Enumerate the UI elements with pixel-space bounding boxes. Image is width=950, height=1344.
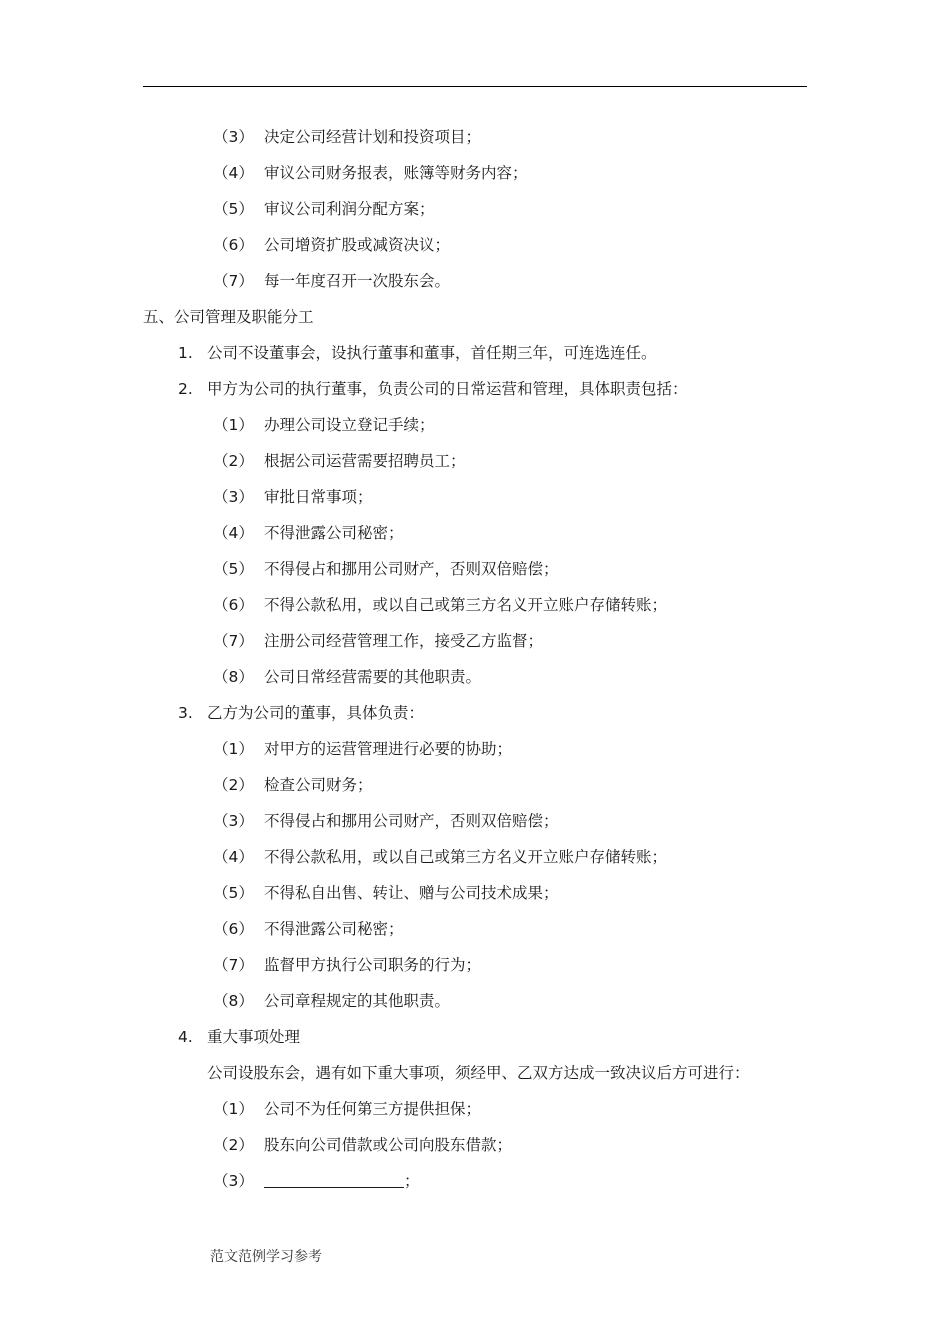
list-item: （1） 对甲方的运营管理进行必要的协助；: [213, 740, 513, 758]
list-item: （2） 股东向公司借款或公司向股东借款；: [213, 1136, 513, 1154]
numbered-item: 3. 乙方为公司的董事，具体负责：: [178, 704, 425, 722]
list-item: （7） 监督甲方执行公司职务的行为；: [213, 956, 482, 974]
list-item: （5） 不得侵占和挪用公司财产，否则双倍赔偿；: [213, 560, 559, 578]
list-item: （8） 公司章程规定的其他职责。: [213, 992, 451, 1010]
list-item: （8） 公司日常经营需要的其他职责。: [213, 668, 482, 686]
list-item: （4） 审议公司财务报表，账簿等财务内容；: [213, 164, 528, 182]
numbered-item: 1. 公司不设董事会，设执行董事和董事，首任期三年，可连选连任。: [178, 344, 657, 362]
list-item: （2） 检查公司财务；: [213, 776, 373, 794]
numbered-item: 2. 甲方为公司的执行董事，负责公司的日常运营和管理，具体职责包括：: [178, 380, 688, 398]
list-item: （3） ；: [0, 1163, 950, 1199]
paragraph: 公司设股东会，遇有如下重大事项，须经甲、乙双方达成一致决议后方可进行：: [207, 1064, 750, 1082]
list-item: （3） 不得侵占和挪用公司财产，否则双倍赔偿；: [213, 812, 559, 830]
list-item: （6） 公司增资扩股或减资决议；: [213, 236, 451, 254]
list-item: （7） 每一年度召开一次股东会。: [213, 272, 451, 290]
list-item: （5） 不得私自出售、转让、赠与公司技术成果；: [213, 884, 559, 902]
list-item: （1） 公司不为任何第三方提供担保；: [213, 1100, 482, 1118]
list-item: （7） 注册公司经营管理工作，接受乙方监督；: [213, 632, 544, 650]
list-item: （2） 根据公司运营需要招聘员工；: [213, 452, 466, 470]
page-footer: 范文范例学习参考: [210, 1249, 322, 1265]
list-item: （6） 不得泄露公司秘密；: [213, 920, 404, 938]
list-item: （1） 办理公司设立登记手续；: [213, 416, 435, 434]
list-item: （3） 审批日常事项；: [213, 488, 373, 506]
document-body: [0, 119, 950, 1199]
header-rule: [143, 86, 807, 87]
list-item: （6） 不得公款私用，或以自己或第三方名义开立账户存储转账；: [213, 596, 668, 614]
fill-in-blank: [264, 1169, 404, 1188]
list-item: （4） 不得泄露公司秘密；: [213, 524, 404, 542]
list-item: （5） 审议公司利润分配方案；: [213, 200, 435, 218]
list-item: （4） 不得公款私用，或以自己或第三方名义开立账户存储转账；: [213, 848, 668, 866]
list-item: （3） 决定公司经营计划和投资项目；: [213, 128, 482, 146]
section-heading: 五、公司管理及职能分工: [143, 308, 314, 326]
numbered-item: 4. 重大事项处理: [178, 1028, 301, 1046]
